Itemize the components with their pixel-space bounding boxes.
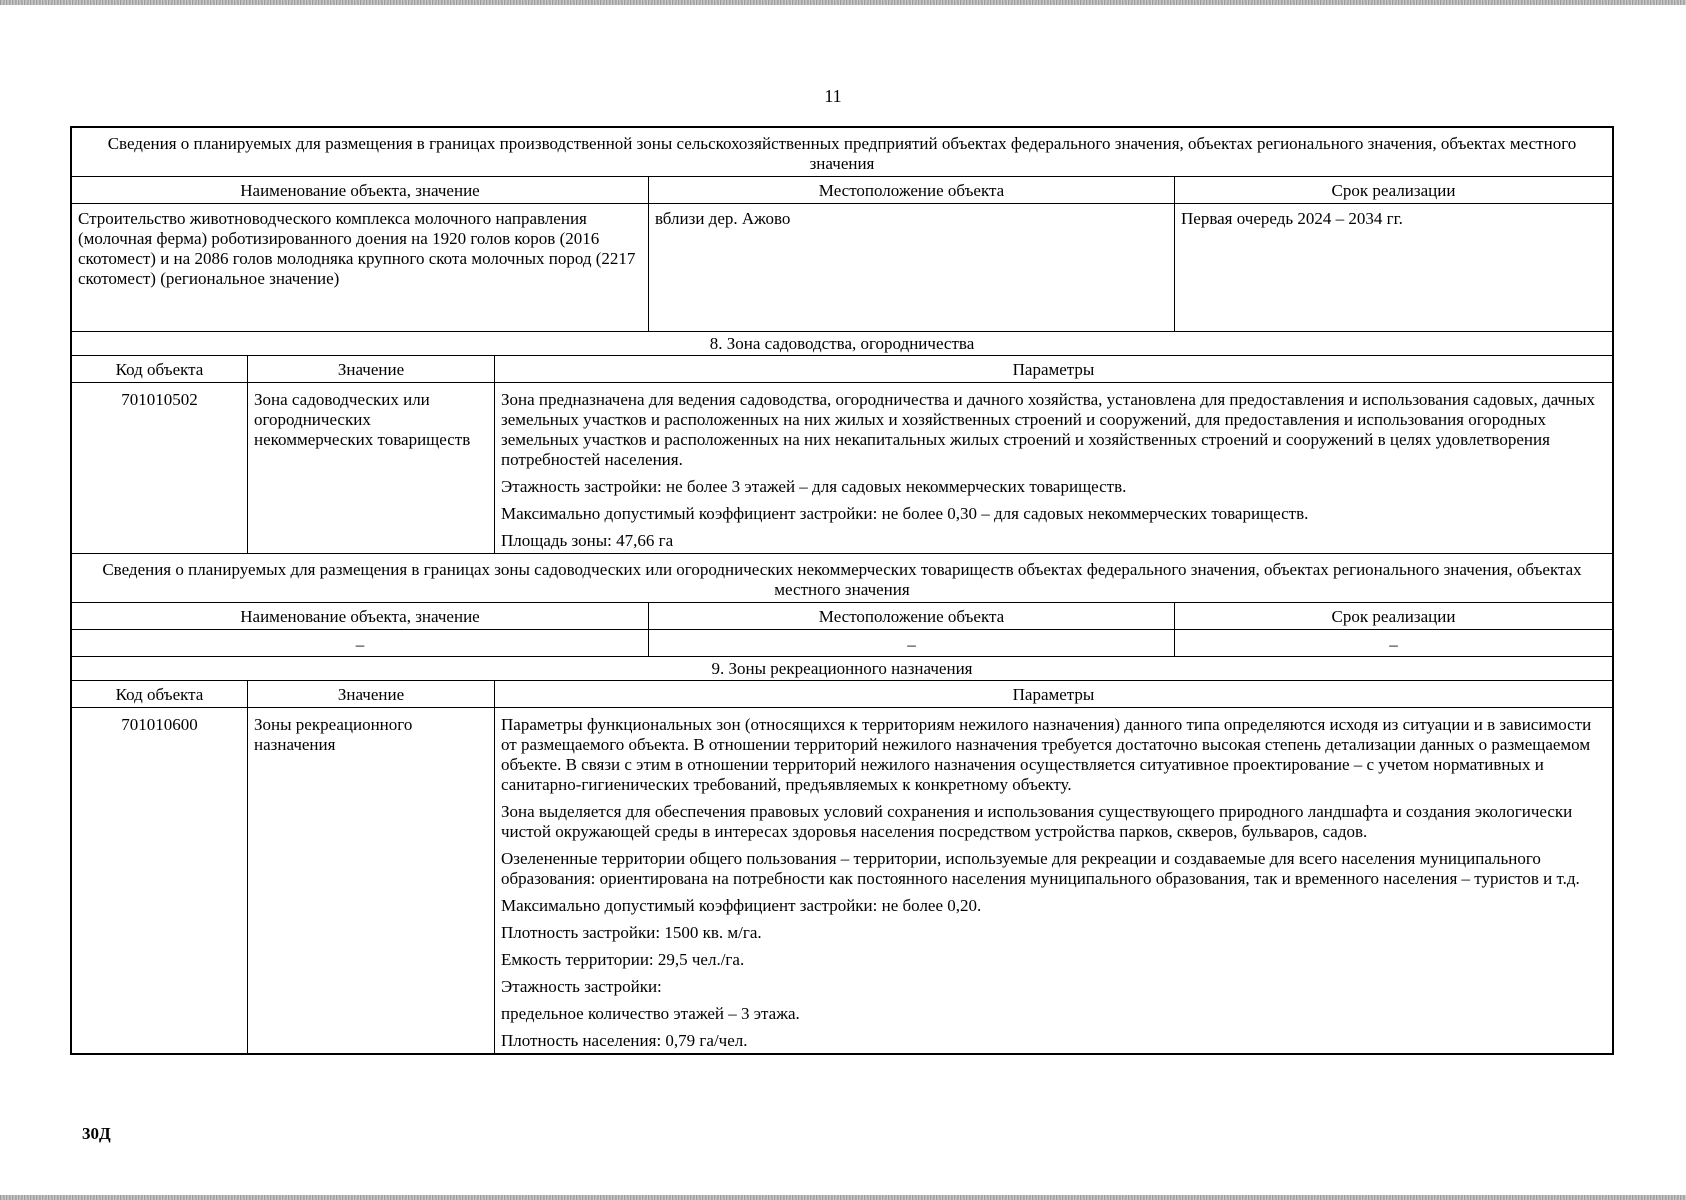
block1-header-row [72,177,1612,204]
object-name-cell: Строительство животноводческого комплекса молочного направления (молочная ферма) роботизированного доения на 1920 голов коров (2016 скотомест) и на 2086 голов молодняка крупного скота молочных пород (2217 скотомест) (региональное значение) [72,204,649,331]
header-object-location: Местоположение объекта [649,603,1175,629]
header-object-location: Местоположение объекта [649,177,1175,203]
implementation-term-cell: – [1389,635,1398,654]
scan-edge-top [0,0,1686,5]
header-implementation-term: Срок реализации [1331,607,1456,626]
zone9-title: 9. Зоны рекреационного назначения [72,657,1612,681]
zone8-param-paragraph: Зона предназначена для ведения садоводства, огородничества и дачного хозяйства, установлена для предоставления и использования садовых, дачных земельных участков и расположенных на них жилых и хозяйственных строений и сооружений, для предоставления и использования огородных земельных участков и расположенных на них некапитальных жилых строений и хозяйственных строений и сооружений в целях удовлетворения потребностей населения. [501,390,1596,469]
zone9-param-paragraph: Зона выделяется для обеспечения правовых условий сохранения и использования существующего природного ландшафта и создания экологически чистой окружающей среды в интересах здоровья населения посредством устройства парков, скверов, бульваров, садов. [501,802,1573,841]
implementation-term-cell: Первая очередь 2024 – 2034 гг. [1181,209,1403,228]
zone8-header-row [72,356,1612,383]
page-number: 11 [824,86,842,106]
zone9-param-paragraph: Плотность населения: 0,79 га/чел. [501,1031,748,1050]
header-object-name: Наименование объекта, значение [72,177,649,203]
zone9-code-cell: 701010600 [72,708,248,1053]
block2-title: Сведения о планируемых для размещения в границах зоны садоводческих или огороднических некоммерческих товариществ объектах федерального значения, объектах регионального значения, объектах местного значения [72,554,1612,603]
zone9-param-paragraph: Емкость территории: 29,5 чел./га. [501,950,745,969]
header-parameters: Параметры [1012,360,1095,379]
block1-data-row [72,204,1612,332]
object-name-cell: – [72,630,649,656]
zone8-value-cell: Зона садоводческих или огороднических некоммерческих товариществ [248,383,495,553]
zone8-title: 8. Зона садоводства, огородничества [72,332,1612,356]
zone8-code-cell: 701010502 [72,383,248,553]
object-location-cell: вблизи дер. Ажово [649,204,1175,331]
zone9-param-paragraph: Плотность застройки: 1500 кв. м/га. [501,923,762,942]
header-object-code: Код объекта [72,681,248,707]
zone9-data-row [72,708,1612,1053]
zone8-data-row [72,383,1612,554]
header-object-code: Код объекта [72,356,248,382]
header-value: Значение [248,356,495,382]
zone8-params-cell [495,383,1612,553]
header-value: Значение [248,681,495,707]
block1-title: Сведения о планируемых для размещения в границах производственной зоны сельскохозяйственных предприятий объектах федерального значения, объектах регионального значения, объектах местного значения [72,128,1612,177]
header-implementation-term: Срок реализации [1331,181,1456,200]
zone9-param-paragraph: Этажность застройки: [501,977,662,996]
zone9-params-cell [495,708,1612,1053]
header-parameters: Параметры [1012,685,1095,704]
zone8-param-paragraph: Площадь зоны: 47,66 га [501,531,674,550]
scan-edge-bottom [0,1195,1686,1200]
zone9-header-row [72,681,1612,708]
header-object-name: Наименование объекта, значение [72,603,649,629]
block2-data-row [72,630,1612,657]
zone9-param-paragraph: Максимально допустимый коэффициент застройки: не более 0,20. [501,896,982,915]
object-location-cell: – [649,630,1175,656]
block2-header-row [72,603,1612,630]
zone9-param-paragraph: Параметры функциональных зон (относящихся к территориям нежилого назначения) данного типа определяются исходя из ситуации и в зависимости от размещаемого объекта. В отношении территорий нежилого назначения требуется достаточно высокая степень детализации данных о размещаемом объекте. В связи с этим в отношении территорий нежилого назначения осуществляется ситуативное проектирование – с учетом нормативных и санитарно-гигиенических требований, предъявляемых к конкретному объекту. [501,715,1592,794]
zone8-param-paragraph: Этажность застройки: не более 3 этажей – для садовых некоммерческих товариществ. [501,477,1127,496]
zone9-value-cell: Зоны рекреационного назначения [248,708,495,1053]
footer-mark: 30Д [82,1124,111,1143]
zone8-param-paragraph: Максимально допустимый коэффициент застройки: не более 0,30 – для садовых некоммерческих товариществ. [501,504,1309,523]
zone9-param-paragraph: Озелененные территории общего пользования – территории, используемые для рекреации и создаваемые для всего населения муниципального образования: ориентирована на потребности как постоянного населения муниципального образования, так и временного населения – туристов и т.д. [501,849,1580,888]
planning-table [70,126,1614,1055]
zone9-param-paragraph: предельное количество этажей – 3 этажа. [501,1004,800,1023]
